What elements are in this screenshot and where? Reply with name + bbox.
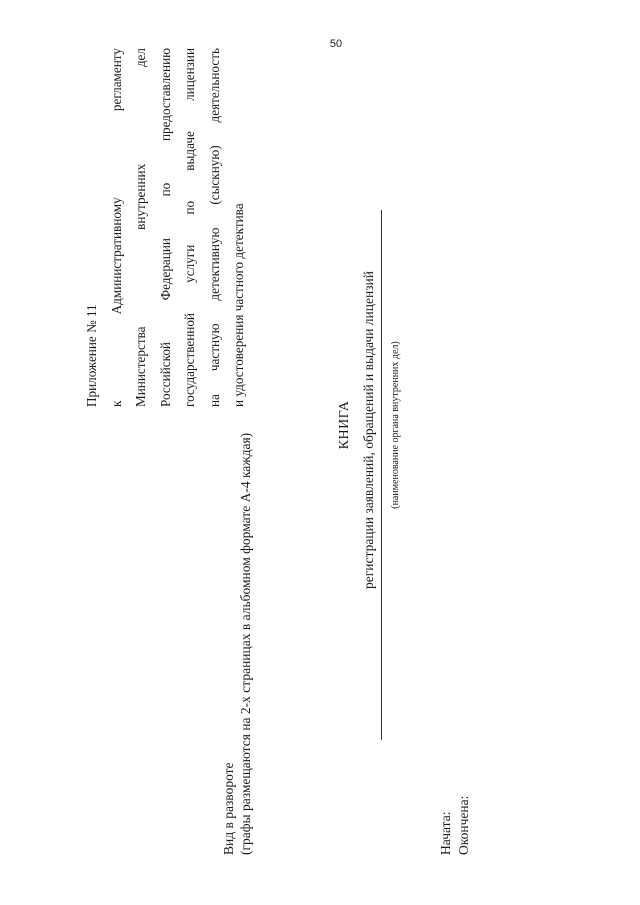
book-dates <box>437 735 473 855</box>
org-name-underline <box>381 210 382 740</box>
appendix-line-2: к Административному регламенту <box>108 48 124 407</box>
spread-note <box>220 255 254 855</box>
book-title: КНИГА <box>337 400 352 450</box>
appendix-line-7: и удостоверения частного детектива <box>231 203 246 407</box>
page-number: 50 <box>329 38 343 50</box>
rotated-landscape-content <box>75 25 515 880</box>
appendix-line-4: Российской Федерации по предоставлению <box>157 48 173 407</box>
appendix-line-6: на частную детективную (сыскную) деятельность <box>206 48 222 407</box>
appendix-line-3: Министерства внутренних дел <box>133 48 148 407</box>
book-subtitle: регистрации заявлений, обращений и выдачи лицензий <box>361 271 376 589</box>
appendix-line-1: Приложение № 11 <box>84 304 99 407</box>
spread-note-detail: (графы размещаются на 2-х страницах в альбомном формате А-4 каждая) <box>238 432 253 855</box>
date-started-label: Начата: <box>438 811 453 855</box>
appendix-line-5: государственной услуги по выдаче лицензии <box>182 48 197 407</box>
org-name-caption: (наименование органа внутренних дел) <box>390 341 401 509</box>
date-finished-label: Окончена: <box>456 795 471 855</box>
spread-note-title: Вид в развороте <box>221 762 236 855</box>
